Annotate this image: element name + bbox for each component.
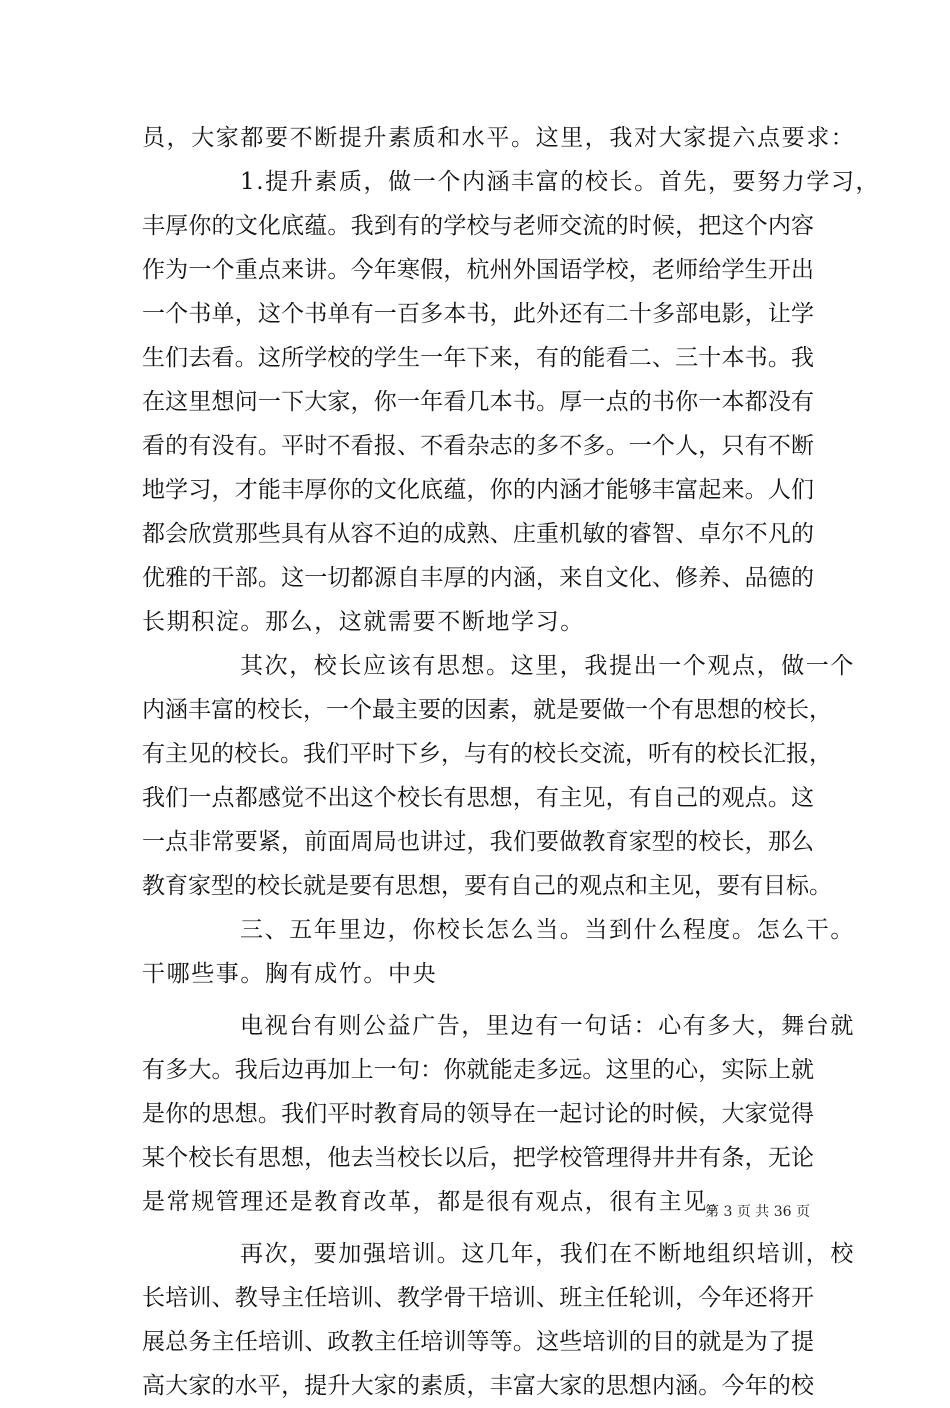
paragraph-gap [142, 1224, 814, 1232]
text-line: 生们去看。这所学校的学生一年下来，有的能看二、三十本书。我 [142, 345, 814, 371]
text-line: 有多大。我后边再加上一句：你就能走多远。这里的心，实际上就 [142, 1057, 814, 1083]
text-line: 优雅的干部。这一切都源自丰厚的内涵，来自文化、修养、品德的 [142, 565, 814, 591]
text-line: 某个校长有思想，他去当校长以后，把学校管理得井井有条，无论 [142, 1145, 814, 1171]
text-line: 内涵丰富的校长，一个最主要的因素，就是要做一个有思想的校长， [142, 697, 832, 723]
text-line: 地学习，才能丰厚你的文化底蕴，你的内涵才能够丰富起来。人们 [142, 477, 814, 503]
page-number: 第 3 页 共 36 页 [705, 1204, 810, 1220]
text-line: 一点非常要紧，前面周局也讲过，我们要做教育家型的校长，那么 [142, 829, 814, 855]
paragraph-last-line: 干哪些事。胸有成竹。中央 [142, 961, 438, 987]
text-line: 作为一个重点来讲。今年寒假，杭州外国语学校，老师给学生开出 [142, 257, 814, 283]
text-line: 员，大家都要不断提升素质和水平。这里，我对大家提六点要求： [142, 125, 856, 151]
paragraph-first-line: 三、五年里边，你校长怎么当。当到什么程度。怎么干。 [240, 917, 855, 943]
text-line: 看的有没有。平时不看报、不看杂志的多不多。一个人，只有不断 [142, 433, 814, 459]
paragraph-first-line: 电视台有则公益广告，里边有一句话：心有多大，舞台就 [240, 1013, 855, 1039]
paragraph-last-line: 长期积淀。那么，这就需要不断地学习。 [142, 609, 585, 635]
paragraph-first-line: 其次，校长应该有思想。这里，我提出一个观点，做一个 [240, 653, 855, 679]
paragraph-first-line: 再次，要加强培训。这几年，我们在不断地组织培训，校 [240, 1241, 855, 1267]
text-line: 长培训、教导主任培训、教学骨干培训、班主任轮训，今年还将开 [142, 1285, 814, 1311]
text-line: 是你的思想。我们平时教育局的领导在一起讨论的时候，大家觉得 [142, 1101, 814, 1127]
text-line: 一个书单，这个书单有一百多本书，此外还有二十多部电影，让学 [142, 301, 814, 327]
paragraph-first-line: 1.提升素质，做一个内涵丰富的校长。首先，要努力学习， [240, 169, 881, 195]
text-line: 有主见的校长。我们平时下乡，与有的校长交流，听有的校长汇报， [142, 741, 832, 767]
paragraph-gap [142, 996, 814, 1004]
text-line: 高大家的水平，提升大家的素质，丰富大家的思想内涵。今年的校 [142, 1373, 814, 1399]
text-line: 教育家型的校长就是要有思想，要有自己的观点和主见，要有目标。 [142, 873, 832, 899]
text-line: 在这里想问一下大家，你一年看几本书。厚一点的书你一本都没有 [142, 389, 814, 415]
text-line: 展总务主任培训、政教主任培训等等。这些培训的目的就是为了提 [142, 1329, 814, 1355]
text-line: 我们一点都感觉不出这个校长有思想，有主见，有自己的观点。这 [142, 785, 814, 811]
text-line: 丰厚你的文化底蕴。我到有的学校与老师交流的时候，把这个内容 [142, 213, 814, 239]
text-line: 都会欣赏那些具有从容不迫的成熟、庄重机敏的睿智、卓尔不凡的 [142, 521, 814, 547]
paragraph-last-line: 是常规管理还是教育改革，都是很有观点，很有主见。 [142, 1189, 733, 1215]
